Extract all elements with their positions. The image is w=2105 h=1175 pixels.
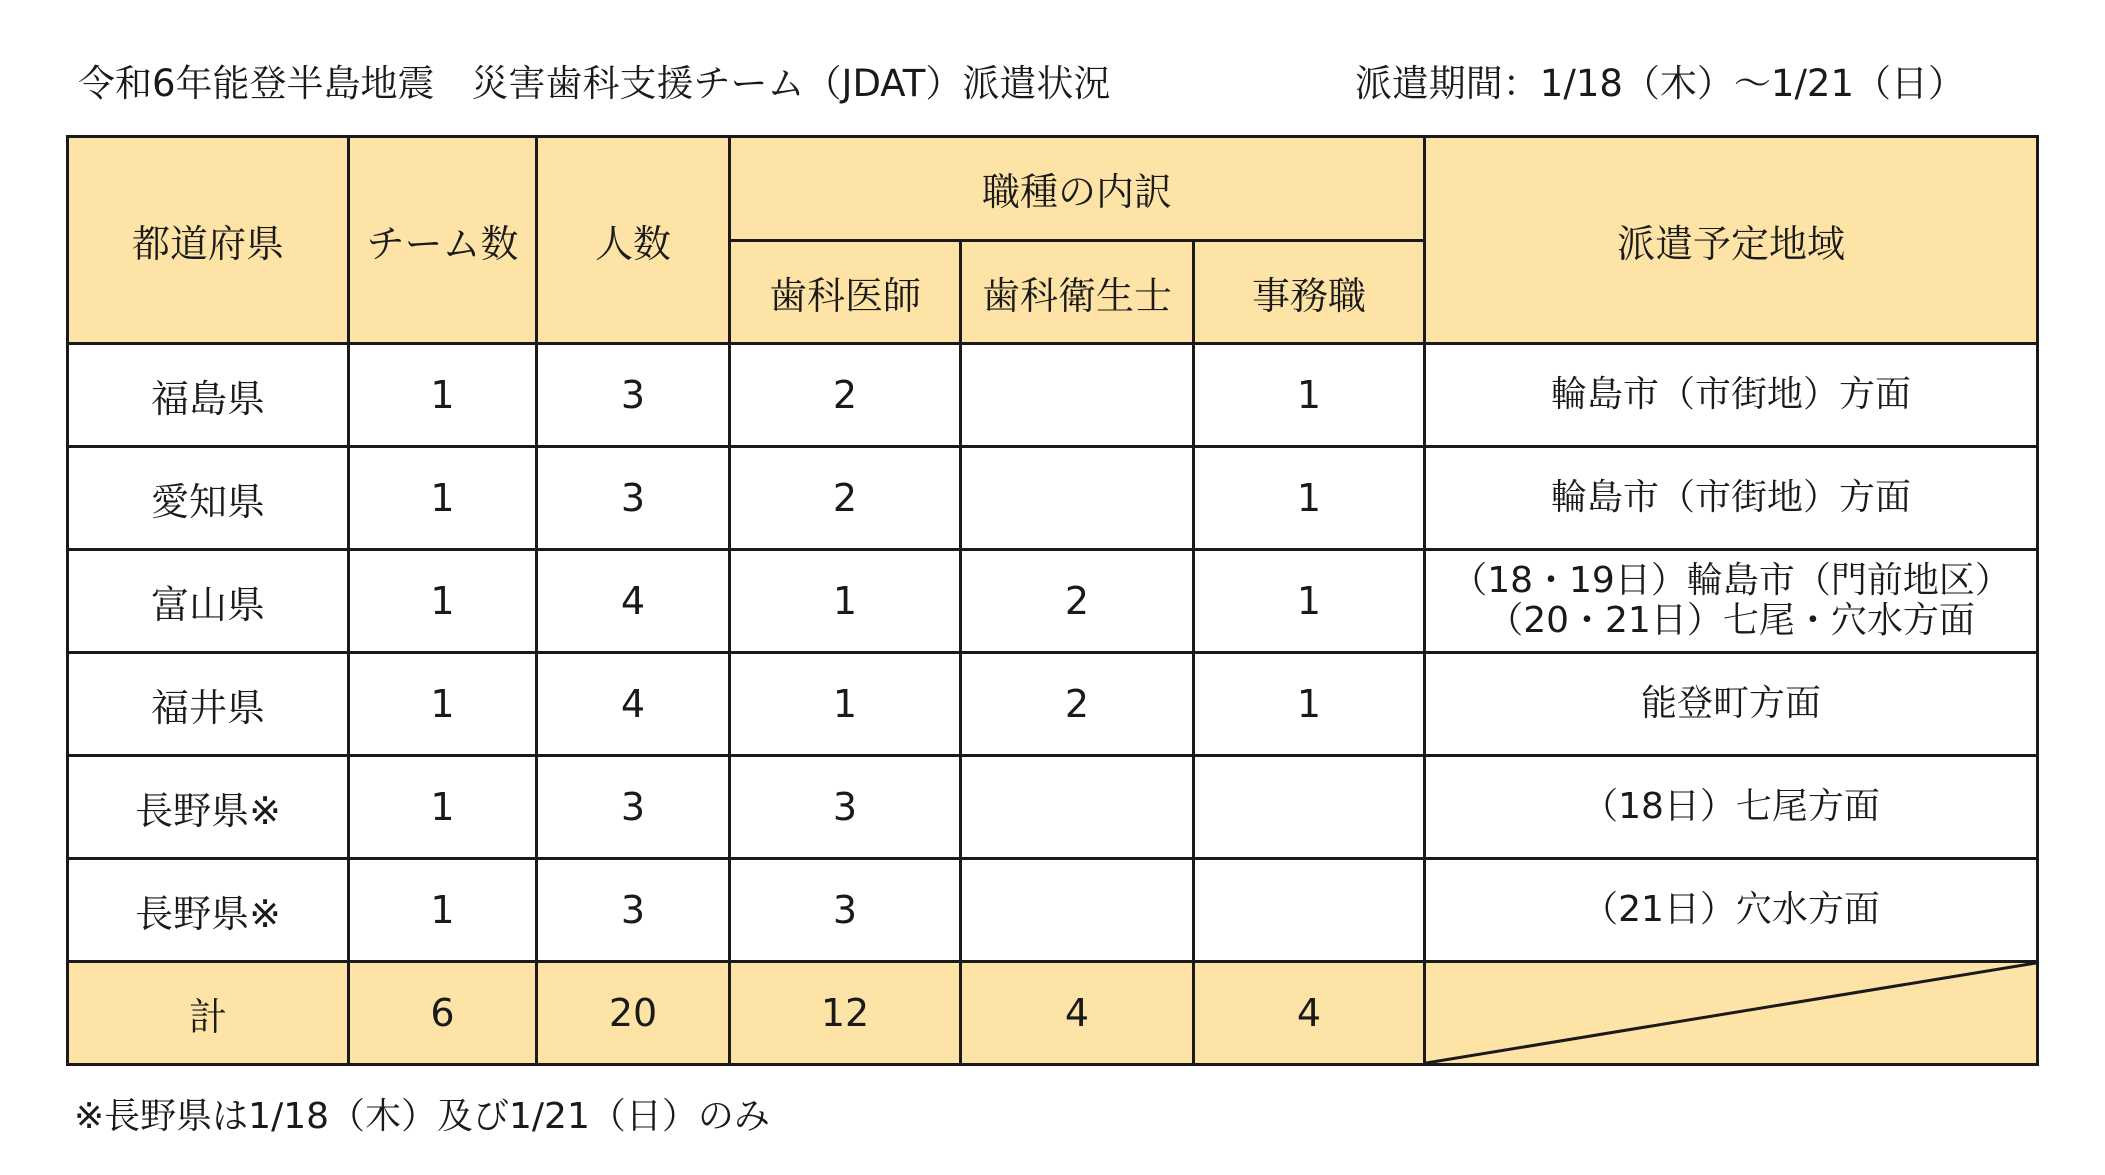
cell-clerical: 1 <box>1194 653 1425 756</box>
area-line: 輪島市（市街地）方面 <box>1551 477 1912 518</box>
cell-clerical: 1 <box>1194 447 1425 550</box>
total-label: 計 <box>68 962 349 1065</box>
cell-clerical: 1 <box>1194 344 1425 447</box>
area-line: （20・21日）七尾・穴水方面 <box>1487 600 1975 641</box>
cell-dentist: 1 <box>730 653 961 756</box>
cell-teams: 1 <box>349 447 537 550</box>
document-title: 令和6年能登半島地震 災害歯科支援チーム（JDAT）派遣状況 <box>78 62 1111 105</box>
cell-prefecture: 福島県 <box>68 344 349 447</box>
cell-area <box>1425 447 2038 550</box>
area-line: （21日）穴水方面 <box>1582 889 1880 930</box>
total-clerical: 4 <box>1194 962 1425 1065</box>
dispatch-period: 派遣期間：1/18（木）～1/21（日） <box>1354 62 1965 105</box>
cell-prefecture: 富山県 <box>68 550 349 653</box>
cell-hygienist <box>961 859 1194 962</box>
cell-people: 3 <box>537 344 730 447</box>
cell-prefecture: 福井県 <box>68 653 349 756</box>
cell-dentist: 2 <box>730 344 961 447</box>
cell-people: 4 <box>537 653 730 756</box>
area-line: 輪島市（市街地）方面 <box>1551 374 1912 415</box>
total-people: 20 <box>537 962 730 1065</box>
cell-prefecture: 長野県※ <box>68 859 349 962</box>
cell-area <box>1425 550 2038 653</box>
cell-teams: 1 <box>349 550 537 653</box>
col-header-clerical: 事務職 <box>1194 241 1425 344</box>
cell-prefecture: 長野県※ <box>68 756 349 859</box>
col-header-breakdown: 職種の内訳 <box>730 137 1425 241</box>
cell-teams: 1 <box>349 653 537 756</box>
cell-hygienist: 2 <box>961 550 1194 653</box>
total-dentist: 12 <box>730 962 961 1065</box>
cell-area <box>1425 859 2038 962</box>
cell-teams: 1 <box>349 859 537 962</box>
cell-people: 4 <box>537 550 730 653</box>
cell-clerical <box>1194 859 1425 962</box>
table-row <box>68 653 2038 756</box>
dispatch-table <box>66 135 2039 1066</box>
cell-hygienist <box>961 344 1194 447</box>
total-row <box>68 962 2038 1065</box>
cell-area <box>1425 756 2038 859</box>
area-line: （18日）七尾方面 <box>1582 786 1880 827</box>
table-row <box>68 447 2038 550</box>
table-row <box>68 859 2038 962</box>
table-body <box>68 344 2038 962</box>
cell-dentist: 3 <box>730 756 961 859</box>
diagonal-line <box>1426 963 2036 1063</box>
table-row <box>68 344 2038 447</box>
total-area-diagonal <box>1425 962 2038 1065</box>
cell-area <box>1425 653 2038 756</box>
cell-clerical <box>1194 756 1425 859</box>
cell-hygienist <box>961 447 1194 550</box>
cell-teams: 1 <box>349 756 537 859</box>
col-header-dentist: 歯科医師 <box>730 241 961 344</box>
table-row <box>68 756 2038 859</box>
total-teams: 6 <box>349 962 537 1065</box>
total-hygienist: 4 <box>961 962 1194 1065</box>
cell-hygienist: 2 <box>961 653 1194 756</box>
cell-dentist: 3 <box>730 859 961 962</box>
col-header-people: 人数 <box>537 137 730 344</box>
col-header-teams: チーム数 <box>349 137 537 344</box>
cell-prefecture: 愛知県 <box>68 447 349 550</box>
cell-hygienist <box>961 756 1194 859</box>
cell-people: 3 <box>537 447 730 550</box>
area-line: （18・19日）輪島市（門前地区） <box>1451 560 2011 601</box>
cell-dentist: 2 <box>730 447 961 550</box>
col-header-hygienist: 歯科衛生士 <box>961 241 1194 344</box>
table-row <box>68 550 2038 653</box>
cell-clerical: 1 <box>1194 550 1425 653</box>
cell-people: 3 <box>537 859 730 962</box>
area-line: 能登町方面 <box>1641 683 1822 724</box>
cell-area <box>1425 344 2038 447</box>
col-header-prefecture: 都道府県 <box>68 137 349 344</box>
cell-teams: 1 <box>349 344 537 447</box>
col-header-area: 派遣予定地域 <box>1425 137 2038 344</box>
footnote: ※長野県は1/18（木）及び1/21（日）のみ <box>74 1096 770 1137</box>
cell-people: 3 <box>537 756 730 859</box>
cell-dentist: 1 <box>730 550 961 653</box>
